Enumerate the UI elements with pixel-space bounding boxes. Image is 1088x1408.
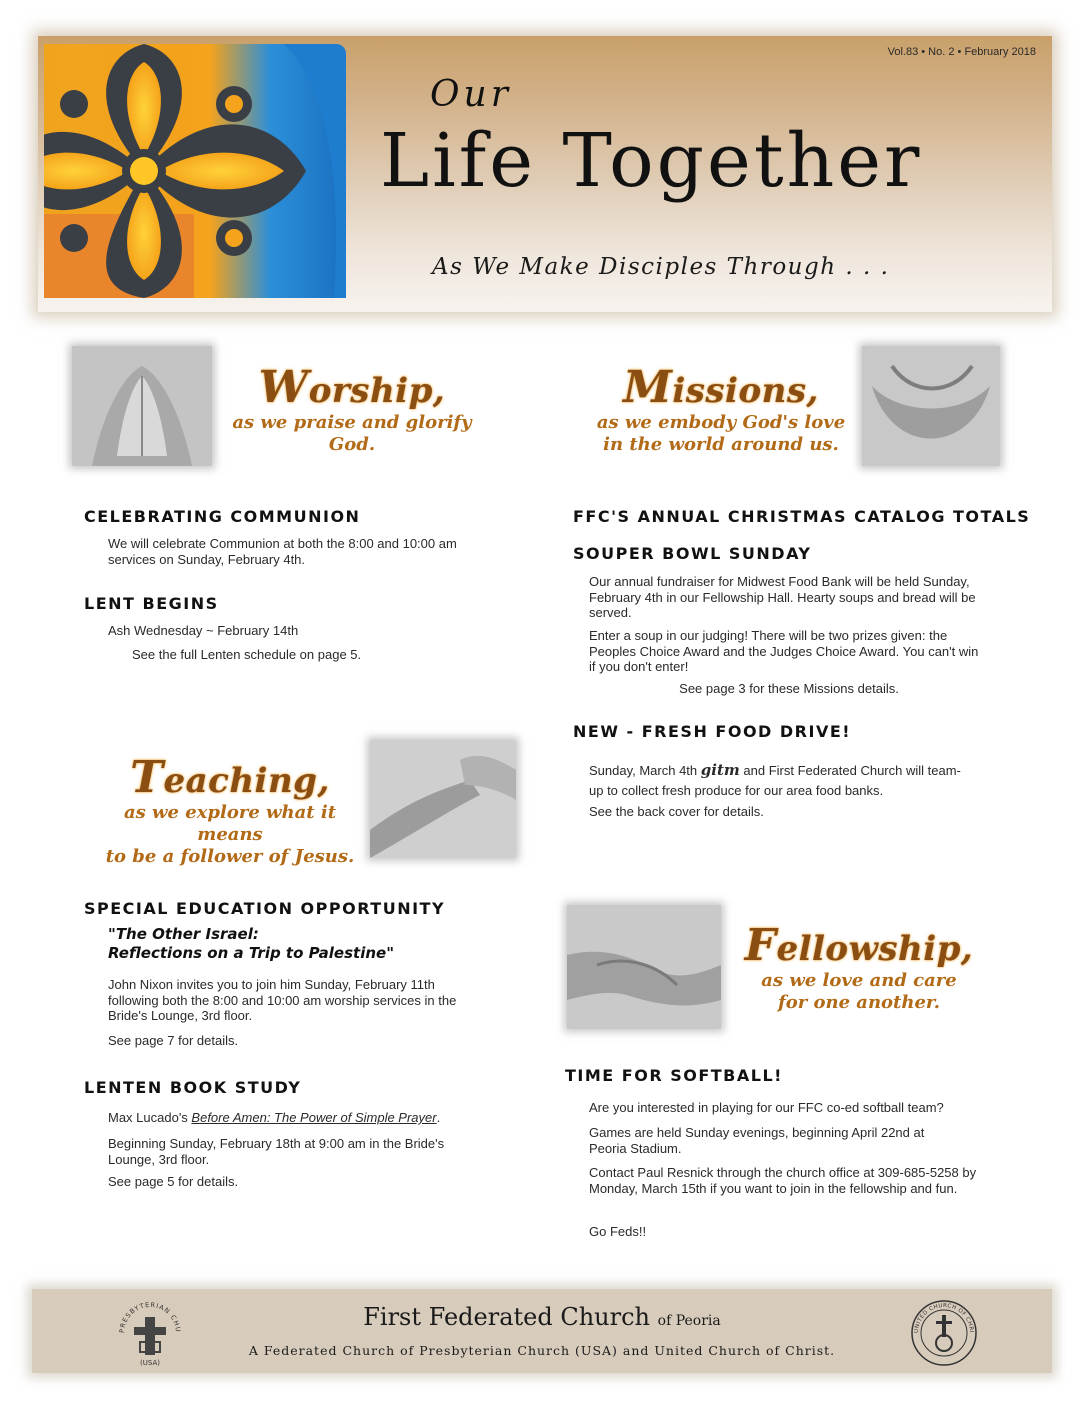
teaching-banner-cap: T bbox=[130, 752, 164, 803]
fellowship-banner bbox=[726, 922, 992, 1014]
church-name-of: of Peoria bbox=[657, 1313, 721, 1329]
lenten-book-heading: LENTEN BOOK STUDY bbox=[84, 1078, 302, 1097]
teaching-banner bbox=[92, 754, 368, 868]
masthead bbox=[38, 36, 1052, 312]
missions-banner-title: issions, bbox=[672, 371, 819, 411]
special-education-details: See page 7 for details. bbox=[108, 1033, 239, 1048]
church-name bbox=[32, 1303, 1052, 1331]
teaching-banner-sub-2: to be a follower of Jesus. bbox=[105, 846, 355, 868]
missions-details-text: See page 3 for these Missions details. bbox=[679, 681, 899, 696]
softball-text-4: Go Feds!! bbox=[589, 1224, 647, 1239]
title-our: Our bbox=[430, 74, 512, 115]
newsletter-title: Life Together bbox=[380, 118, 923, 204]
ucc-seal-icon bbox=[908, 1297, 980, 1369]
child-hand-photo bbox=[370, 740, 516, 858]
food-drive-date: Sunday, March 4th bbox=[589, 763, 698, 778]
presbyterian-seal-top-text: PRESBYTERIAN CHU bbox=[117, 1300, 183, 1334]
lenten-book-period: . bbox=[436, 1110, 441, 1125]
communion-text: We will celebrate Communion at both the 8:00 and 10:00 am services on Sunday, February 4th. bbox=[108, 536, 457, 567]
softball-heading: TIME FOR SOFTBALL! bbox=[565, 1066, 783, 1085]
lenten-book-author: Max Lucado's bbox=[108, 1110, 192, 1125]
lenten-book-title: Before Amen: The Power of Simple Prayer bbox=[191, 1110, 437, 1125]
missions-banner bbox=[588, 364, 854, 456]
ucc-seal-text: UNITED CHURCH OF CHRI bbox=[913, 1302, 975, 1334]
teaching-banner-title: eaching, bbox=[163, 761, 330, 801]
fellowship-banner-sub-2: for one another. bbox=[777, 992, 941, 1014]
special-education-text: John Nixon invites you to join him Sunday, February 11th following both the 8:00 and 10:00 am worship services in the Bride's Lounge, 3rd floor. bbox=[108, 977, 457, 1023]
softball-text-3: Contact Paul Resnick through the church office at 309-685-5258 by Monday, March 15th if you want to join in the fellowship and fun. bbox=[589, 1165, 977, 1196]
fellowship-banner-title: ellowship, bbox=[776, 929, 974, 969]
handshake-photo bbox=[567, 905, 721, 1029]
special-education-quote-1: "The Other Israel: bbox=[108, 925, 259, 943]
fellowship-banner-cap: F bbox=[744, 920, 777, 971]
missions-banner-sub-1: as we embody God's love bbox=[596, 412, 846, 434]
worship-banner-sub: as we praise and glorify God. bbox=[232, 412, 472, 456]
softball-text-2: Games are held Sunday evenings, beginning April 22nd at Peoria Stadium. bbox=[589, 1125, 925, 1156]
presbyterian-seal-bottom-text: (USA) bbox=[140, 1359, 160, 1367]
food-drive-details-text: See the back cover for details. bbox=[589, 804, 764, 819]
worship-banner-cap: W bbox=[258, 362, 309, 413]
praying-hands-photo bbox=[72, 346, 212, 466]
footer bbox=[32, 1289, 1052, 1373]
special-education-heading: SPECIAL EDUCATION OPPORTUNITY bbox=[84, 899, 446, 918]
missions-banner-sub-2: in the world around us. bbox=[603, 434, 839, 456]
worship-banner-title: orship, bbox=[308, 371, 446, 411]
food-drive-desc: and First Federated Church will team-up to collect fresh produce for our area food banks. bbox=[589, 763, 961, 798]
fellowship-banner-sub-1: as we love and care bbox=[761, 970, 957, 992]
lenten-book-text-1 bbox=[108, 1110, 488, 1126]
food-drive-text bbox=[589, 760, 974, 801]
special-education-quote-2: Reflections on a Trip to Palestine" bbox=[108, 944, 395, 962]
cupped-hands-photo bbox=[862, 346, 1000, 466]
gitm-signature: gitm bbox=[700, 761, 740, 779]
communion-heading: CELEBRATING COMMUNION bbox=[84, 507, 361, 526]
lenten-book-details: See page 5 for details. bbox=[108, 1174, 239, 1189]
teaching-banner-sub-1: as we explore what it means bbox=[123, 802, 337, 846]
ash-wednesday-text: Ash Wednesday ~ February 14th bbox=[108, 623, 299, 638]
lenten-book-text-2: Beginning Sunday, February 18th at 9:00 am in the Bride's Lounge, 3rd floor. bbox=[108, 1136, 445, 1167]
issue-volume-line: Vol.83 • No. 2 • February 2018 bbox=[887, 46, 1036, 58]
catalog-totals-heading: FFC'S ANNUAL CHRISTMAS CATALOG TOTALS bbox=[573, 507, 1031, 526]
softball-text-1: Are you interested in playing for our FFC co-ed softball team? bbox=[589, 1100, 944, 1115]
worship-banner bbox=[214, 364, 490, 456]
church-name-main: First Federated Church bbox=[363, 1303, 651, 1331]
souper-bowl-text-2: Enter a soup in our judging! There will be two prizes given: the Peoples Choice Award and the Judges Choice Award. You can't win if you don't enter! bbox=[589, 628, 979, 674]
tagline: As We Make Disciples Through . . . bbox=[432, 254, 890, 280]
souper-bowl-heading: SOUPER BOWL SUNDAY bbox=[573, 544, 812, 563]
souper-bowl-text-1: Our annual fundraiser for Midwest Food Bank will be held Sunday, February 4th in our Fellowship Hall. Hearty soups and bread will be served. bbox=[589, 574, 976, 620]
church-affiliation: A Federated Church of Presbyterian Church (USA) and United Church of Christ. bbox=[248, 1343, 836, 1358]
cross-logo-icon bbox=[44, 44, 346, 298]
lent-schedule-text: See the full Lenten schedule on page 5. bbox=[132, 647, 362, 662]
food-drive-heading: NEW - FRESH FOOD DRIVE! bbox=[573, 722, 852, 741]
missions-banner-cap: M bbox=[623, 362, 673, 413]
lent-heading: LENT BEGINS bbox=[84, 594, 219, 613]
